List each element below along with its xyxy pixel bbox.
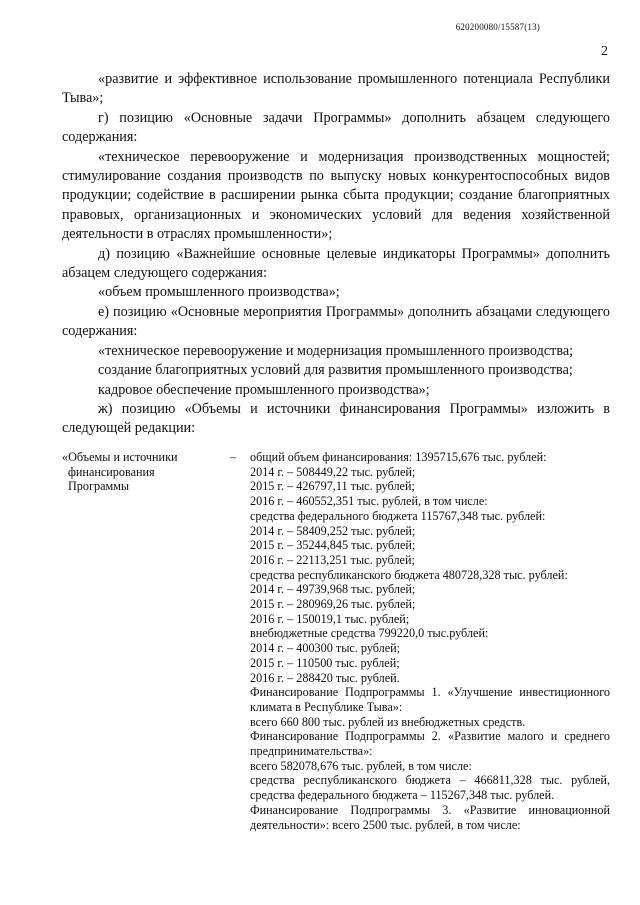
page-number: 2 [601, 44, 608, 59]
funding-line: 2016 г. – 460552,351 тыс. рублей, в том числе: [250, 494, 488, 509]
funding-line: Финансирование Подпрограммы 1. «Улучшение инвестиционного климата в Республике Тыва»: [250, 685, 610, 714]
funding-line: всего 660 800 тыс. рублей из внебюджетных средств. [250, 714, 526, 729]
paragraph: д) позицию «Важнейшие основные целевые индикаторы Программы» дополнить абзацем следующего содержания: [62, 245, 610, 282]
funding-line: 2016 г. – 288420 тыс. рублей. [250, 670, 400, 685]
paragraph: «техническое перевооружение и модернизация производственных мощностей; стимулирование создания производств по выпуску новых конкурентоспособных видов продукции; содействие в расширении рынка сбыта продукции; создание благоприятных правовых, организационных и экономических условий для ведения хозяйственной деятельности в отраслях промышленности»; [62, 148, 610, 243]
paragraph: кадровое обеспечение промышленного производства»; [98, 381, 430, 398]
funding-line: 2016 г. – 22113,251 тыс. рублей; [250, 552, 415, 567]
funding-line: 2014 г. – 400300 тыс. рублей; [250, 641, 401, 656]
paragraph: «техническое перевооружение и модернизация промышленного производства; [98, 342, 574, 359]
funding-line: 2015 г. – 280969,26 тыс. рублей; [250, 597, 416, 612]
funding-line: Финансирование Подпрограммы 2. «Развитие малого и среднего предпринимательства»: [250, 729, 610, 759]
funding-line: 2014 г. – 508449,22 тыс. рублей; [250, 464, 416, 479]
separator-dash: – [230, 450, 237, 464]
funding-line: 2015 г. – 426797,11 тыс. рублей; [250, 479, 415, 494]
paragraph: е) позицию «Основные мероприятия Программы» дополнить абзацами следующего содержания: [62, 303, 610, 340]
funding-line: Финансирование Подпрограммы 3. «Развитие инновационной деятельности»: всего 2500 тыс. рублей, в том числе: [250, 802, 610, 832]
funding-line: 2016 г. – 150019,1 тыс. рублей; [250, 611, 410, 626]
paragraph: г) позицию «Основные задачи Программы» дополнить абзацем следующего содержания: [62, 109, 610, 146]
funding-line: средства республиканского бюджета 480728,328 тыс. рублей: [250, 567, 568, 582]
funding-line: средства республиканского бюджета – 466811,328 тыс. рублей, средства федерального бюджета – 115267,348 тыс. рублей. [250, 773, 610, 803]
label-line: Программы [68, 479, 130, 494]
funding-label [62, 450, 202, 494]
funding-line: общий объем финансирования: 1395715,676 тыс. рублей: [250, 450, 547, 464]
funding-line: всего 582078,676 тыс. рублей, в том числе: [250, 758, 472, 773]
label-line: «Объемы и источники [62, 450, 178, 464]
paragraph: ж) позицию «Объемы и источники финансирования Программы» изложить в следующей редакции: [62, 400, 610, 437]
funding-line: средства федерального бюджета 115767,348 тыс. рублей: [250, 508, 546, 523]
document-id: 620200080/15587(13) [455, 22, 540, 32]
funding-line: внебюджетные средства 799220,0 тыс.рублей: [250, 626, 489, 641]
paragraph: «развитие и эффективное использование промышленного потенциала Республики Тыва»; [62, 71, 610, 107]
label-line: финансирования [68, 464, 155, 479]
funding-line: 2014 г. – 49739,968 тыс. рублей; [250, 582, 416, 597]
funding-line: 2015 г. – 35244,845 тыс. рублей; [250, 538, 416, 553]
funding-line: 2015 г. – 110500 тыс. рублей; [250, 655, 400, 670]
paragraph: «объем промышленного производства»; [98, 284, 340, 301]
funding-details [250, 450, 610, 832]
document-body [62, 70, 610, 439]
paragraph: создание благоприятных условий для развития промышленного производства; [98, 362, 573, 379]
funding-line: 2014 г. – 58409,252 тыс. рублей; [250, 523, 416, 538]
